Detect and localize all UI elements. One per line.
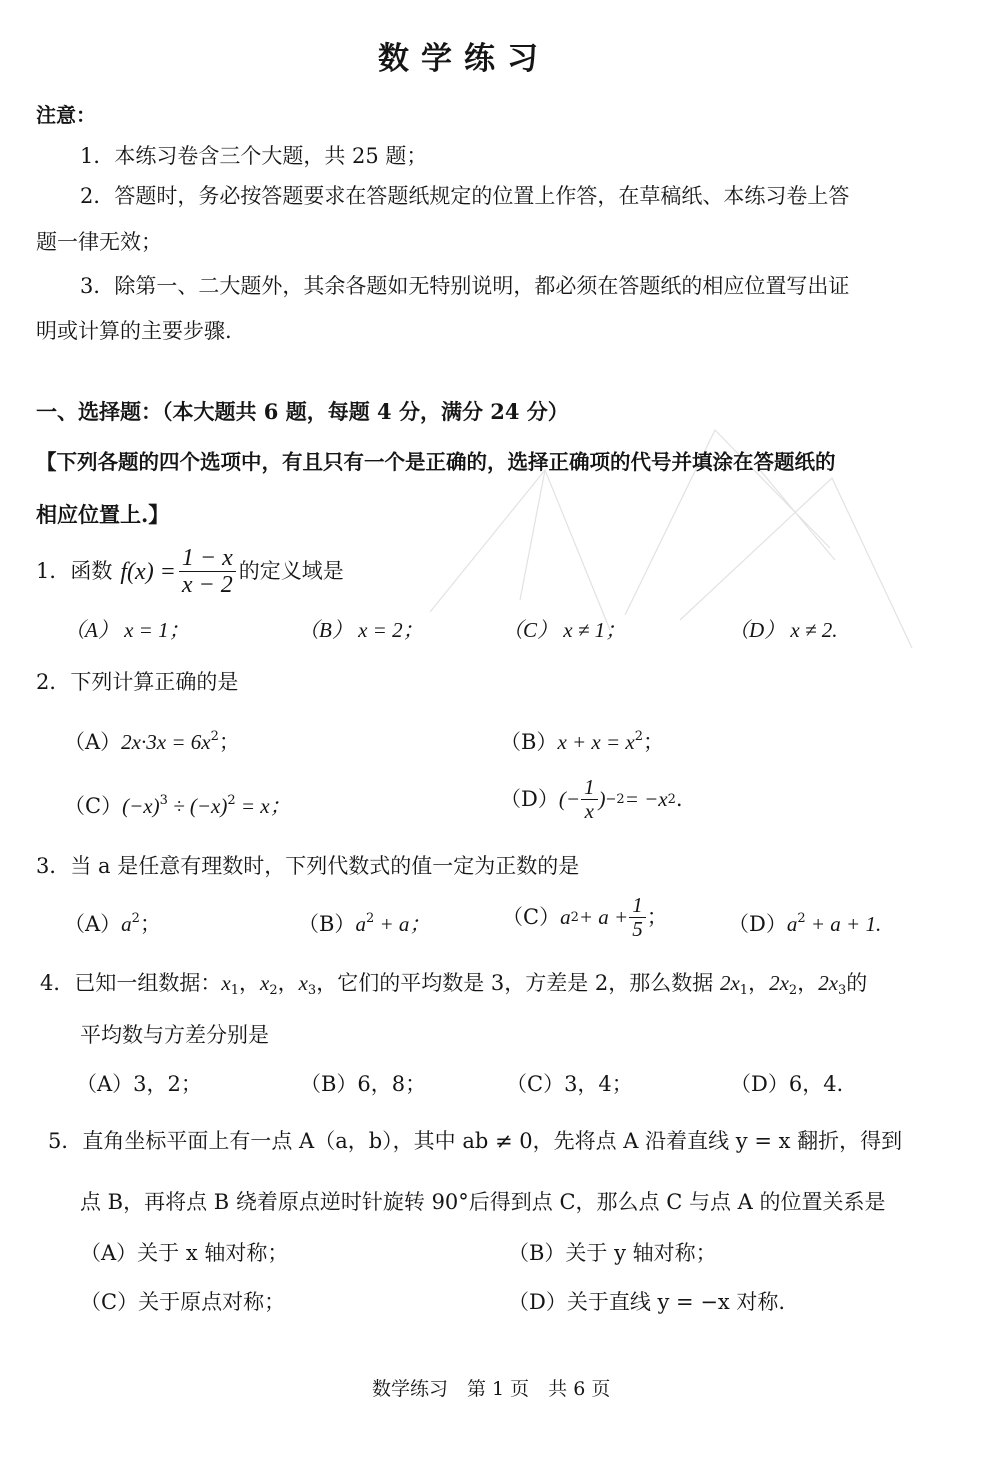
notice-item-1: 1．本练习卷含三个大题，共 25 题；: [80, 144, 428, 168]
q5-option-b: （B）关于 y 轴对称；: [508, 1241, 717, 1265]
q2-option-d: （D） (− $\frac{1}{x}$ ) −2 = −x 2 .: [500, 775, 683, 824]
notice-item-3: 3．除第一、二大题外，其余各题如无特别说明，都必须在答题纸的相应位置写出证: [80, 274, 850, 298]
section-heading: 一、选择题：（本大题共 6 题，每题 4 分，满分 24 分）: [36, 399, 569, 424]
q1-prefix: 1．函数: [36, 559, 113, 584]
q3-option-c: （C） a 2 + a + $\frac{1}{5}$ ；: [502, 893, 668, 942]
notice-item-3-cont: 明或计算的主要步骤.: [36, 319, 232, 343]
q2-option-c: $(C)(-x)^3 \div (-x)^2 = x$；: [64, 793, 291, 818]
page-title: 数学练习: [378, 41, 550, 77]
q2-option-a: $(A)2x\cdot 3x = 6x^2$；: [64, 729, 240, 754]
q1-function: f(x) =: [120, 558, 176, 585]
q2-d-fraction: $\frac{1}{x}$: [581, 776, 598, 823]
q1-option-b: （B） x = 2；: [298, 618, 424, 642]
q1-option-d: （D） x ≠ 2.: [728, 618, 838, 642]
notice-heading: 注意：: [36, 103, 96, 127]
q3-option-d: $(D)a^2 + a + 1$.: [728, 911, 882, 936]
question-2: 2．下列计算正确的是: [36, 670, 239, 694]
q1-option-a: （A） x = 1；: [64, 618, 190, 642]
q1-numerator: 1 − x: [179, 545, 236, 572]
page-footer: 数学练习 第 1 页 共 6 页: [372, 1378, 611, 1400]
q4-option-d: （D）6，4.: [730, 1072, 844, 1096]
question-1: [36, 545, 344, 599]
question-4: 4．已知一组数据：$x_1$，$x_2$，$x_3$，它们的平均数是 3，方差是 2，那么数据 $2x_1$，$2x_2$，$2x_3$的: [40, 971, 868, 998]
q1-fraction: [179, 545, 236, 599]
q3-c-fraction: $\frac{1}{5}$: [629, 894, 646, 941]
notice-item-2: 2．答题时，务必按答题要求在答题纸规定的位置上作答，在草稿纸、本练习卷上答: [80, 184, 850, 208]
section-instruction: 【下列各题的四个选项中，有且只有一个是正确的，选择正确项的代号并填涂在答题纸的: [36, 450, 836, 474]
q1-suffix: 的定义域是: [238, 559, 344, 584]
q5-option-a: （A）关于 x 轴对称；: [80, 1241, 289, 1265]
q4-option-a: （A）3，2；: [76, 1072, 202, 1096]
question-5: 5．直角坐标平面上有一点 A（a，b），其中 ab ≠ 0，先将点 A 沿着直线 y = x 翻折，得到: [48, 1129, 903, 1153]
q5-option-c: （C）关于原点对称；: [80, 1290, 286, 1314]
q1-option-c: （C） x ≠ 1；: [502, 618, 627, 642]
notice-item-2-cont: 题一律无效；: [36, 230, 162, 254]
q4-option-b: （B）6，8；: [300, 1072, 427, 1096]
q2-option-b: $(B)x + x = x^2$；: [500, 729, 665, 754]
q3-option-a: $(A)a^2$；: [64, 911, 161, 936]
question-5-cont: 点 B，再将点 B 绕着原点逆时针旋转 90°后得到点 C，那么点 C 与点 A 的位置关系是: [80, 1190, 886, 1214]
q4-option-c: （C）3，4；: [506, 1072, 633, 1096]
q3-option-b: $(B)a^2 + a$；: [298, 911, 431, 936]
section-instruction-cont: 相应位置上.】: [36, 502, 170, 527]
question-3: 3．当 a 是任意有理数时，下列代数式的值一定为正数的是: [36, 854, 580, 878]
q1-denominator: x − 2: [181, 572, 233, 599]
question-4-cont: 平均数与方差分别是: [80, 1023, 269, 1047]
q5-option-d: （D）关于直线 y = −x 对称.: [508, 1290, 786, 1314]
